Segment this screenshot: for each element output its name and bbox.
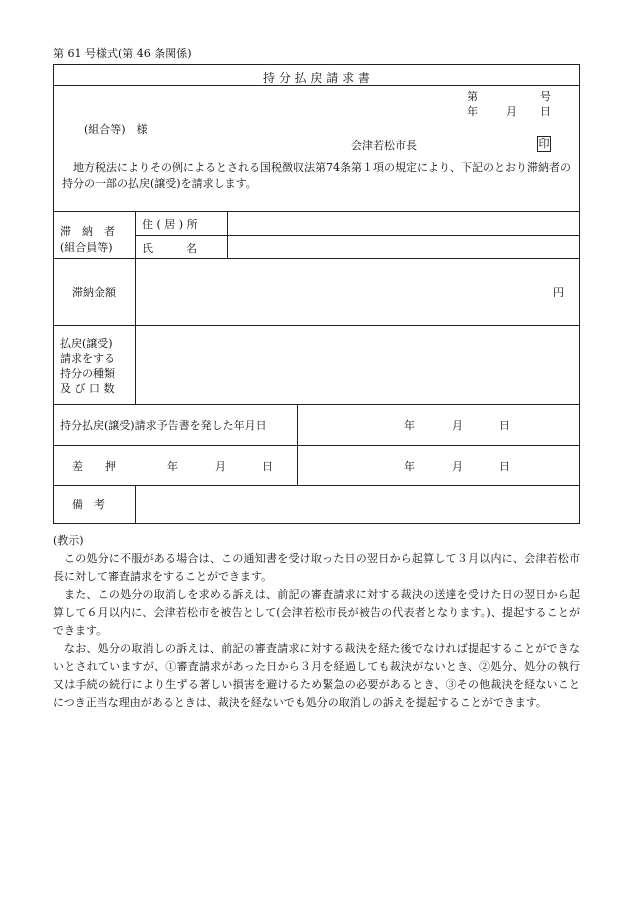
share-label-line3: 持分の種類: [60, 367, 115, 380]
issue-date-day: 日: [540, 105, 551, 118]
request-statement: 地方税法によりその例によるとされる国税徴収法第74条第１項の規定により、下記のとおり滞納者の持分の一部の払戻(譲受)を請求します。: [62, 161, 571, 190]
document-number-prefix: 第: [467, 90, 478, 103]
issue-date-year: 年: [467, 105, 478, 118]
rule-address: [135, 235, 579, 236]
addressee: (組合等) 様: [84, 123, 148, 136]
appeal-instructions: [53, 532, 580, 712]
notice-label: 持分払戻(譲受)請求予告書を発した年月日: [60, 419, 267, 432]
form-number: 第 61 号様式(第 46 条関係): [53, 47, 192, 60]
address-label: 住 ( 居 ) 所: [142, 218, 198, 231]
rule-seizure-bottom: [54, 485, 579, 486]
name-label: 氏 名: [142, 242, 197, 255]
amount-unit: 円: [553, 286, 564, 299]
notice-year: 年: [404, 419, 415, 432]
rule-sublabel-column: [227, 211, 228, 258]
instructions-paragraph-1: この処分に不服がある場合は、この通知書を受け取った日の翌日から起算して３月以内に、会津若松市長に対して審査請求をすることができます。: [53, 552, 580, 583]
form-title: 持 分 払 戻 請 求 書: [263, 71, 370, 85]
share-label-line2: 請求をする: [60, 352, 115, 365]
rule-amount-bottom: [54, 325, 579, 326]
seizure-day: 日: [262, 460, 273, 473]
rule-amount-label: [135, 258, 136, 404]
rule-header-bottom: [54, 211, 579, 212]
rule-label-column: [135, 211, 136, 258]
seizure-date2-day: 日: [499, 460, 510, 473]
notice-day: 日: [499, 419, 510, 432]
rule-share-bottom: [54, 404, 579, 405]
issuer-name: 会津若松市長: [351, 139, 417, 152]
seizure-date2-month: 月: [452, 460, 463, 473]
instructions-paragraph-2: また、この処分の取消しを求める訴えは、前記の審査請求に対する裁決の送達を受けた日の翌日から起算して６月以内に、会津若松市を被告として(会津若松市長が被告の代表者となります。)、提起することができます。: [53, 588, 580, 637]
instructions-heading: (教示): [53, 534, 84, 547]
remarks-label: 備 考: [72, 498, 105, 511]
document-number-suffix: 号: [540, 90, 551, 103]
notice-month: 月: [452, 419, 463, 432]
share-label-line4: 及 び 口 数: [60, 382, 115, 395]
share-label-line1: 払戻(譲受): [60, 337, 113, 350]
seal-stamp: 印: [538, 137, 550, 150]
rule-delinquent-bottom: [54, 258, 579, 259]
amount-label: 滞納金額: [72, 286, 116, 299]
seizure-year: 年: [167, 460, 178, 473]
seizure-date2-year: 年: [404, 460, 415, 473]
rule-remarks-label: [135, 485, 136, 523]
delinquent-label-line1: 滞 納 者: [60, 225, 115, 238]
delinquent-label-line2: (組合員等): [60, 241, 113, 254]
rule-notice-bottom: [54, 445, 579, 446]
issue-date-month: 月: [506, 105, 517, 118]
seizure-label: 差 押: [72, 460, 116, 473]
instructions-paragraph-3: なお、処分の取消しの訴えは、前記の審査請求に対する裁決を経た後でなければ提起することができないとされていますが、①審査請求があった日から３月を経過しても裁決がないとき、②処分、処分の執行又は手続の続行により生ずる著しい損害を避けるため緊急の必要があるとき、③その他裁決を経ないことにつき正当な理由があるときは、裁決を経ないでも処分の取消しの訴えを提起することができます。: [53, 642, 580, 709]
seizure-month: 月: [215, 460, 226, 473]
rule-date-divider: [297, 404, 298, 485]
request-form: [53, 64, 580, 524]
